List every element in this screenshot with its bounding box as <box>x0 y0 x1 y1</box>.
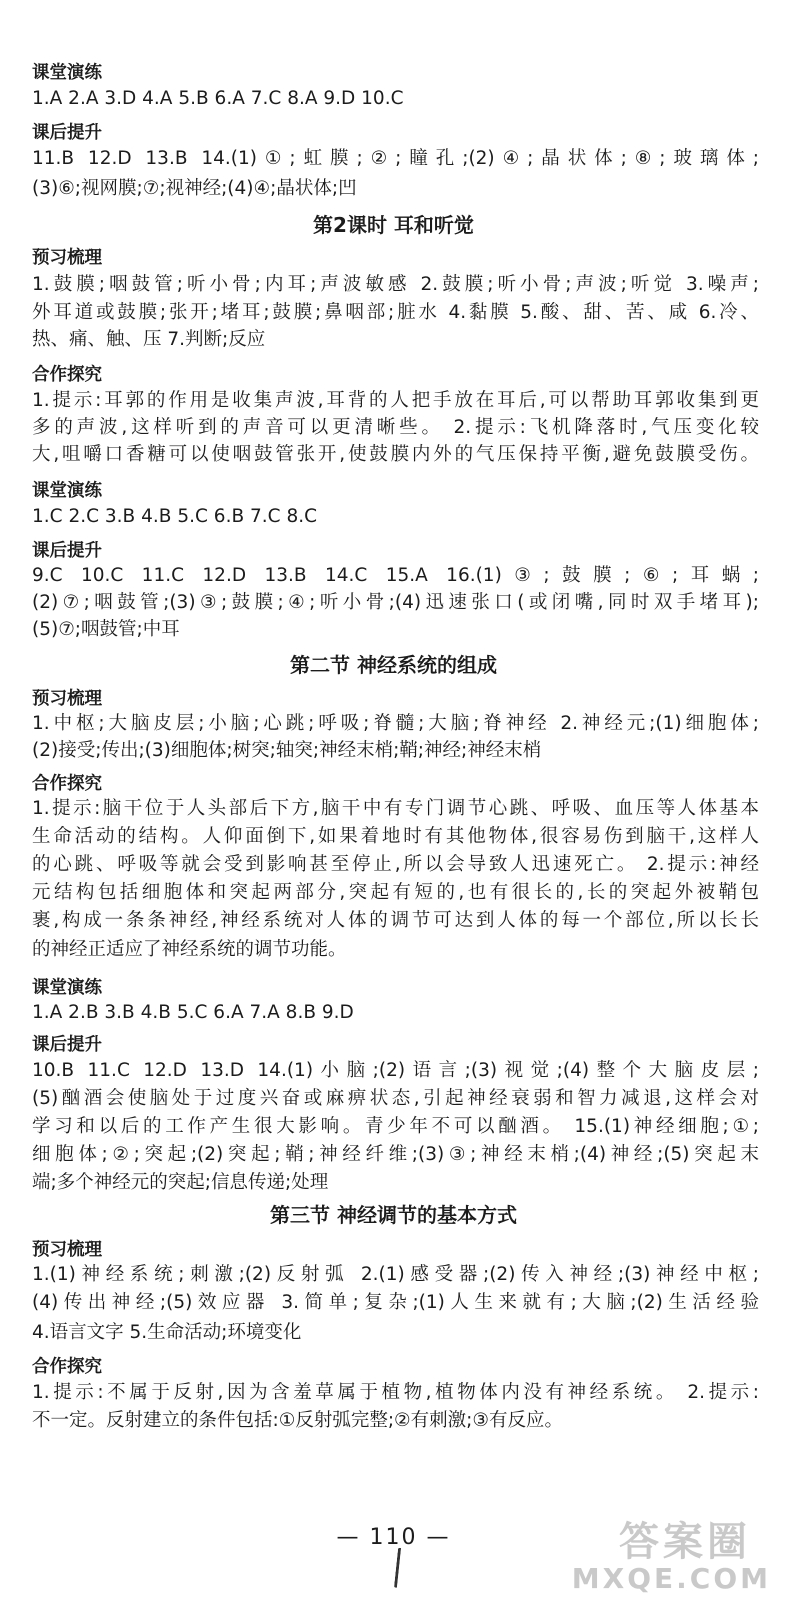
section-title: 第二节 神经系统的组成 <box>290 653 497 677</box>
answer-line: 9.C 10.C 11.C 12.D 13.B 14.C 15.A 16.(1)③;鼓膜;⑥;耳蜗; <box>32 565 759 586</box>
answer-line: 1.(1)神经系统;刺激;(2)反射弧 2.(1)感受器;(2)传入神经;(3)神经中枢; <box>32 1264 759 1285</box>
answer-line: 1.提示:不属于反射,因为含羞草属于植物,植物体内没有神经系统。 2.提示: <box>32 1382 759 1403</box>
subsection-heading: 合作探究 <box>32 1357 102 1377</box>
answer-line: 1.提示:耳郭的作用是收集声波,耳背的人把手放在耳后,可以帮助耳郭收集到更 <box>32 390 759 411</box>
answer-line: 4.语言文字 5.生命活动;环境变化 <box>32 1322 302 1343</box>
answer-line: 细胞体;②;突起;(2)突起;鞘;神经纤维;(3)③;神经末梢;(4)神经;(5)突起末 <box>32 1144 759 1165</box>
answer-line: 11.B 12.D 13.B 14.(1)①;虹膜;②;瞳孔;(2)④;晶状体;⑧;玻璃体; <box>32 148 759 169</box>
subsection-heading: 课后提升 <box>32 1035 102 1055</box>
subsection-heading: 课堂演练 <box>32 978 102 998</box>
answer-line: (4)传出神经;(5)效应器 3.简单;复杂;(1)人生来就有;大脑;(2)生活经验 <box>32 1292 759 1313</box>
subsection-heading: 预习梳理 <box>32 689 102 709</box>
answer-line: 的神经正适应了神经系统的调节功能。 <box>32 939 347 960</box>
answer-line: 外耳道或鼓膜;张开;堵耳;鼓膜;鼻咽部;脏水 4.黏膜 5.酸、甜、苦、咸 6.冷、 <box>32 302 759 323</box>
watermark <box>541 1506 781 1596</box>
answer-line: 10.B 11.C 12.D 13.D 14.(1)小脑;(2)语言;(3)视觉;(4)整个大脑皮层; <box>32 1060 759 1081</box>
subsection-heading: 合作探究 <box>32 774 102 794</box>
answer-line: 1.A 2.A 3.D 4.A 5.B 6.A 7.C 8.A 9.D 10.C <box>32 88 404 109</box>
section-title: 第2课时 耳和听觉 <box>313 213 474 237</box>
answer-line: 元结构包括细胞体和突起两部分,突起有短的,也有很长的,长的突起外被鞘包 <box>32 882 759 903</box>
section-title: 第三节 神经调节的基本方式 <box>270 1203 517 1227</box>
page-number: — 110 — <box>336 1525 451 1550</box>
answer-line: 端;多个神经元的突起;信息传递;处理 <box>32 1172 329 1193</box>
subsection-heading: 课堂演练 <box>32 481 102 501</box>
answer-line: 学习和以后的工作产生很大影响。青少年不可以酗酒。 15.(1)神经细胞;①; <box>32 1116 759 1137</box>
answer-line: 生命活动的结构。人仰面倒下,如果着地时有其他物体,很容易伤到脑干,这样人 <box>32 826 759 847</box>
subsection-heading: 预习梳理 <box>32 248 102 268</box>
answer-line: (2)接受;传出;(3)细胞体;树突;轴突;神经末梢;鞘;神经;神经末梢 <box>32 740 542 761</box>
answer-line: (3)⑥;视网膜;⑦;视神经;(4)④;晶状体;凹 <box>32 178 357 199</box>
watermark-logo-text: 答案圈 <box>619 1519 751 1565</box>
answer-line: (5)⑦;咽鼓管;中耳 <box>32 619 180 640</box>
answer-line: 大,咀嚼口香糖可以使咽鼓管张开,使鼓膜内外的气压保持平衡,避免鼓膜受伤。 <box>32 444 759 465</box>
answer-line: 1.C 2.C 3.B 4.B 5.C 6.B 7.C 8.C <box>32 506 318 527</box>
answer-line: 1.中枢;大脑皮层;小脑;心跳;呼吸;脊髓;大脑;脊神经 2.神经元;(1)细胞体; <box>32 713 759 734</box>
subsection-heading: 合作探究 <box>32 365 102 385</box>
answer-line: 的心跳、呼吸等就会受到影响甚至停止,所以会导致人迅速死亡。 2.提示:神经 <box>32 854 759 875</box>
answer-line: 1.提示:脑干位于人头部后下方,脑干中有专门调节心跳、呼吸、血压等人体基本 <box>32 798 759 819</box>
subsection-heading: 预习梳理 <box>32 1240 102 1260</box>
answer-line: 1.A 2.B 3.B 4.B 5.C 6.A 7.A 8.B 9.D <box>32 1002 354 1023</box>
answer-line: 多的声波,这样听到的声音可以更清晰些。 2.提示:飞机降落时,气压变化较 <box>32 417 759 438</box>
answer-line: (2)⑦;咽鼓管;(3)③;鼓膜;④;听小骨;(4)迅速张口(或闭嘴,同时双手堵耳); <box>32 592 759 613</box>
watermark-url: MXQE.COM <box>571 1562 771 1595</box>
subsection-heading: 课后提升 <box>32 123 102 143</box>
answer-line: 裹,构成一条条神经,神经系统对人体的调节可达到人体的每一个部位,所以长长 <box>32 910 759 931</box>
answer-line: 1.鼓膜;咽鼓管;听小骨;内耳;声波敏感 2.鼓膜;听小骨;声波;听觉 3.噪声; <box>32 274 759 295</box>
answer-line: 不一定。反射建立的条件包括:①反射弧完整;②有刺激;③有反应。 <box>32 1410 563 1431</box>
answer-line: 热、痛、触、压 7.判断;反应 <box>32 329 266 350</box>
answer-line: (5)酗酒会使脑处于过度兴奋或麻痹状态,引起神经衰弱和智力减退,这样会对 <box>32 1088 759 1109</box>
subsection-heading: 课堂演练 <box>32 63 102 83</box>
subsection-heading: 课后提升 <box>32 541 102 561</box>
